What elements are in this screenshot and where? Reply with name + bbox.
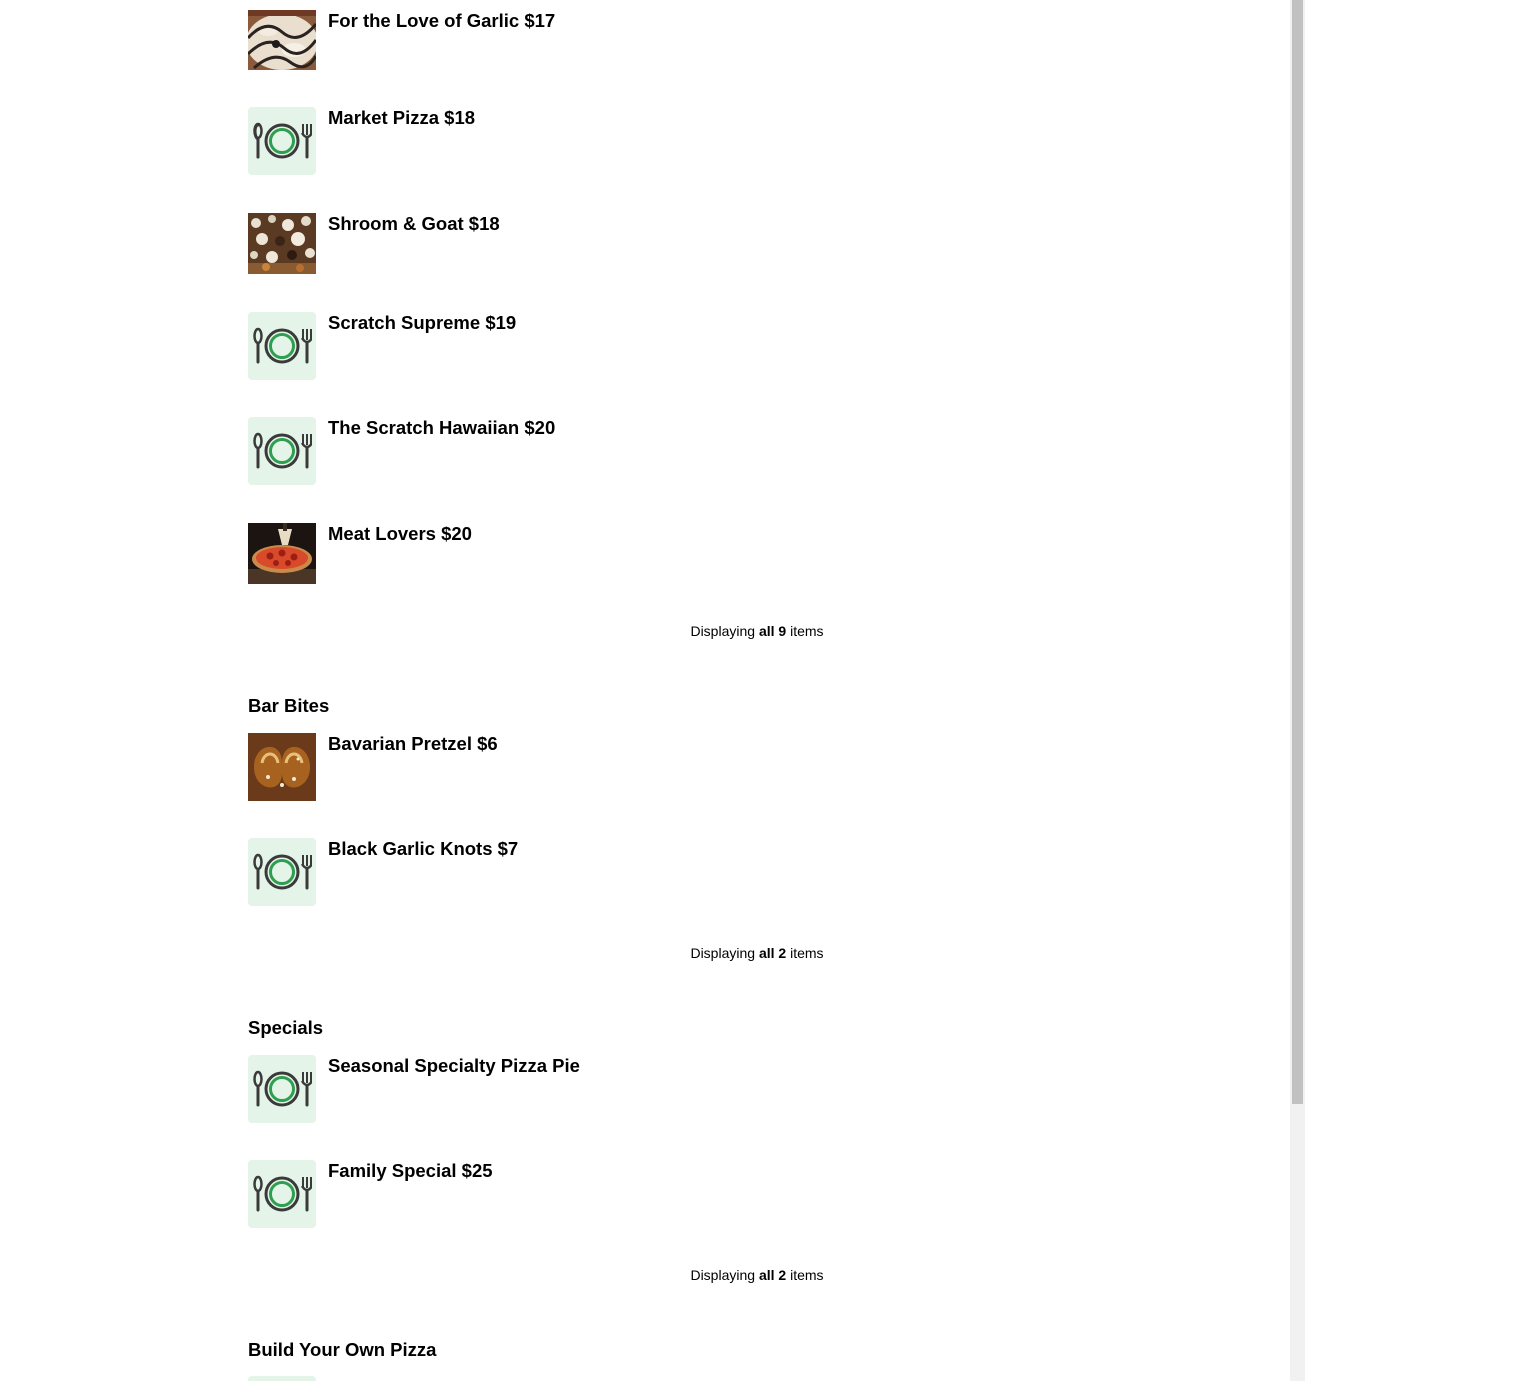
menu-item[interactable] bbox=[248, 312, 516, 380]
menu-item-title[interactable]: The Scratch Hawaiian $20 bbox=[328, 417, 556, 438]
display-count-suffix: items bbox=[790, 623, 824, 639]
menu-item-title[interactable]: For the Love of Garlic $17 bbox=[328, 10, 556, 31]
menu-item-title[interactable]: Black Garlic Knots $7 bbox=[328, 838, 519, 859]
scrollbar-thumb[interactable] bbox=[1292, 0, 1303, 1104]
plate-icon bbox=[248, 107, 316, 175]
menu-item[interactable] bbox=[248, 213, 500, 274]
menu-item[interactable] bbox=[248, 733, 498, 801]
plate-icon bbox=[248, 1055, 316, 1123]
plate-icon bbox=[248, 312, 316, 380]
menu-item[interactable] bbox=[248, 417, 555, 485]
section-title-build-your-own: Build Your Own Pizza bbox=[248, 1339, 437, 1360]
garlic-pizza-photo bbox=[248, 10, 316, 70]
menu-item-title[interactable]: Scratch Supreme $19 bbox=[328, 312, 517, 333]
menu-item[interactable] bbox=[248, 1055, 580, 1123]
menu-item-title[interactable]: Seasonal Specialty Pizza Pie bbox=[328, 1055, 580, 1076]
pretzel-photo bbox=[248, 733, 316, 801]
mushroom-pizza-photo bbox=[248, 213, 316, 274]
menu-item-title[interactable]: Shroom & Goat $18 bbox=[328, 213, 500, 234]
menu-item-title[interactable]: Market Pizza $18 bbox=[328, 107, 476, 128]
plate-icon bbox=[248, 417, 316, 485]
specials-display-count bbox=[248, 1266, 1266, 1284]
section-title-specials: Specials bbox=[248, 1017, 324, 1038]
plate-icon bbox=[248, 1160, 316, 1228]
menu-item[interactable] bbox=[248, 838, 518, 906]
display-count-suffix: items bbox=[790, 1267, 824, 1283]
display-count-value: all 9 bbox=[758, 623, 787, 639]
display-count-value: all 2 bbox=[758, 1267, 787, 1283]
pizza-display-count bbox=[248, 622, 1266, 640]
menu-item[interactable] bbox=[248, 1160, 493, 1228]
display-count-prefix: Displaying bbox=[690, 623, 756, 639]
menu-item-title[interactable]: Family Special $25 bbox=[328, 1160, 493, 1181]
pepperoni-pizza-photo bbox=[248, 523, 316, 584]
menu-item-title[interactable]: Meat Lovers $20 bbox=[328, 523, 472, 544]
menu-item-title[interactable]: Bavarian Pretzel $6 bbox=[328, 733, 498, 754]
bar-bites-display-count bbox=[248, 944, 1266, 962]
display-count-prefix: Displaying bbox=[690, 945, 756, 961]
display-count-prefix: Displaying bbox=[690, 1267, 756, 1283]
display-count-value: all 2 bbox=[758, 945, 787, 961]
menu-item[interactable] bbox=[248, 107, 475, 175]
display-count-suffix: items bbox=[790, 945, 824, 961]
plate-icon bbox=[248, 1376, 316, 1381]
section-title-bar-bites: Bar Bites bbox=[248, 695, 330, 716]
menu-item[interactable] bbox=[248, 10, 555, 70]
menu-item[interactable] bbox=[248, 523, 472, 584]
plate-icon bbox=[248, 838, 316, 906]
